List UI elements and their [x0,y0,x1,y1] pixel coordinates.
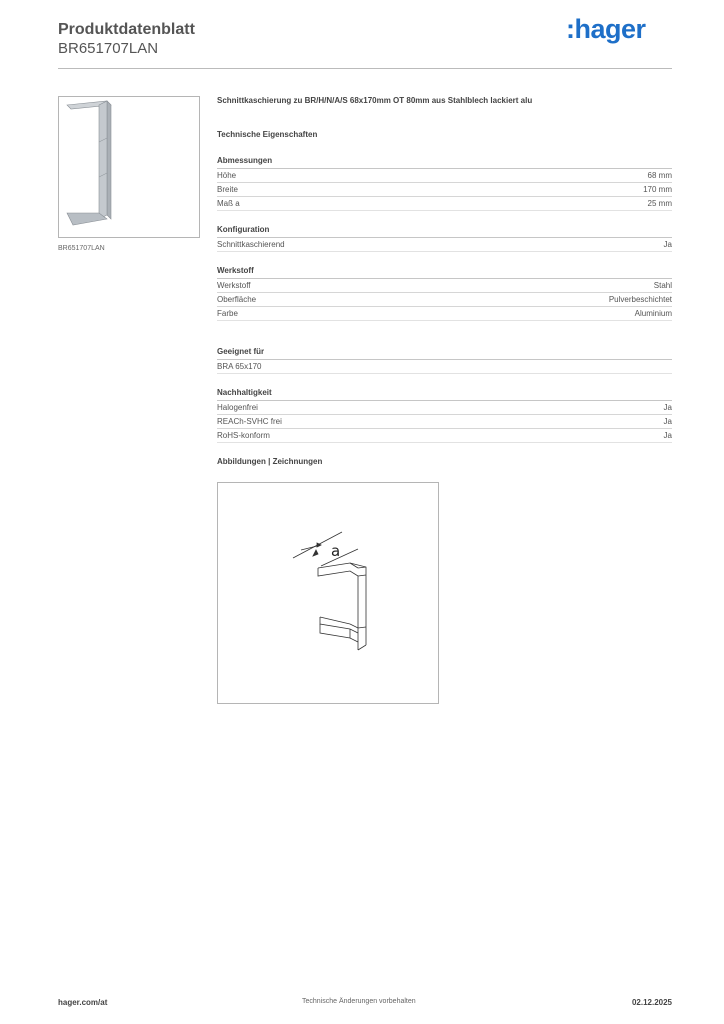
table-row [217,307,672,321]
footer-website-link[interactable]: hager.com/at [58,998,108,1007]
row-value: 68 mm [647,171,672,180]
group-dimensions [217,156,672,211]
row-value: Stahl [653,281,672,290]
table-row [217,279,672,293]
table-row [217,169,672,183]
row-label: REACh-SVHC frei [217,417,282,426]
hager-logo[interactable]: :hager [566,14,646,44]
table-row [217,183,672,197]
row-label: Halogenfrei [217,403,258,412]
table-row [217,401,672,415]
tech-properties-heading: Technische Eigenschaften [217,130,318,139]
dimension-label: a [331,542,341,560]
row-value: Ja [663,431,672,440]
page-title: Produktdatenblatt [58,21,195,38]
row-value: Ja [663,403,672,412]
group-suitable-for [217,347,672,374]
header-divider [58,68,672,69]
table-row [217,360,672,374]
article-number: BR651707LAN [58,40,159,57]
group-configuration [217,225,672,252]
row-value: Ja [663,417,672,426]
row-label: Schnittkaschierend [217,240,285,249]
row-value: 25 mm [647,199,672,208]
table-row [217,293,672,307]
group-title: Konfiguration [217,225,672,238]
row-label: Werkstoff [217,281,251,290]
row-label: BRA 65x170 [217,362,262,371]
group-sustainability [217,388,672,443]
product-details [217,96,672,467]
row-label: Maß a [217,199,240,208]
group-material [217,266,672,321]
product-thumbnail [58,96,200,238]
row-label: RoHS-konform [217,431,270,440]
row-label: Oberfläche [217,295,257,304]
row-value: Pulverbeschichtet [608,295,672,304]
row-value: Aluminium [634,309,672,318]
row-label: Breite [217,185,238,194]
group-title: Nachhaltigkeit [217,388,672,401]
technical-drawing [217,482,439,704]
row-value: 170 mm [643,185,672,194]
thumbnail-caption: BR651707LAN [58,245,105,252]
row-label: Farbe [217,309,238,318]
group-title: Geeignet für [217,347,672,360]
footer-notice: Technische Änderungen vorbehalten [302,998,416,1005]
drawings-heading: Abbildungen | Zeichnungen [217,457,323,466]
footer-date: 02.12.2025 [631,998,672,1007]
table-row [217,415,672,429]
product-image-icon [59,97,199,237]
group-title: Abmessungen [217,156,672,169]
row-value: Ja [663,240,672,249]
row-label: Höhe [217,171,237,180]
product-description: Schnittkaschierung zu BR/H/N/A/S 68x170mm OT 80mm aus Stahlblech lackiert alu [217,96,533,105]
dimension-drawing-icon [218,483,438,703]
table-row [217,238,672,252]
group-title: Werkstoff [217,266,672,279]
table-row [217,429,672,443]
table-row [217,197,672,211]
